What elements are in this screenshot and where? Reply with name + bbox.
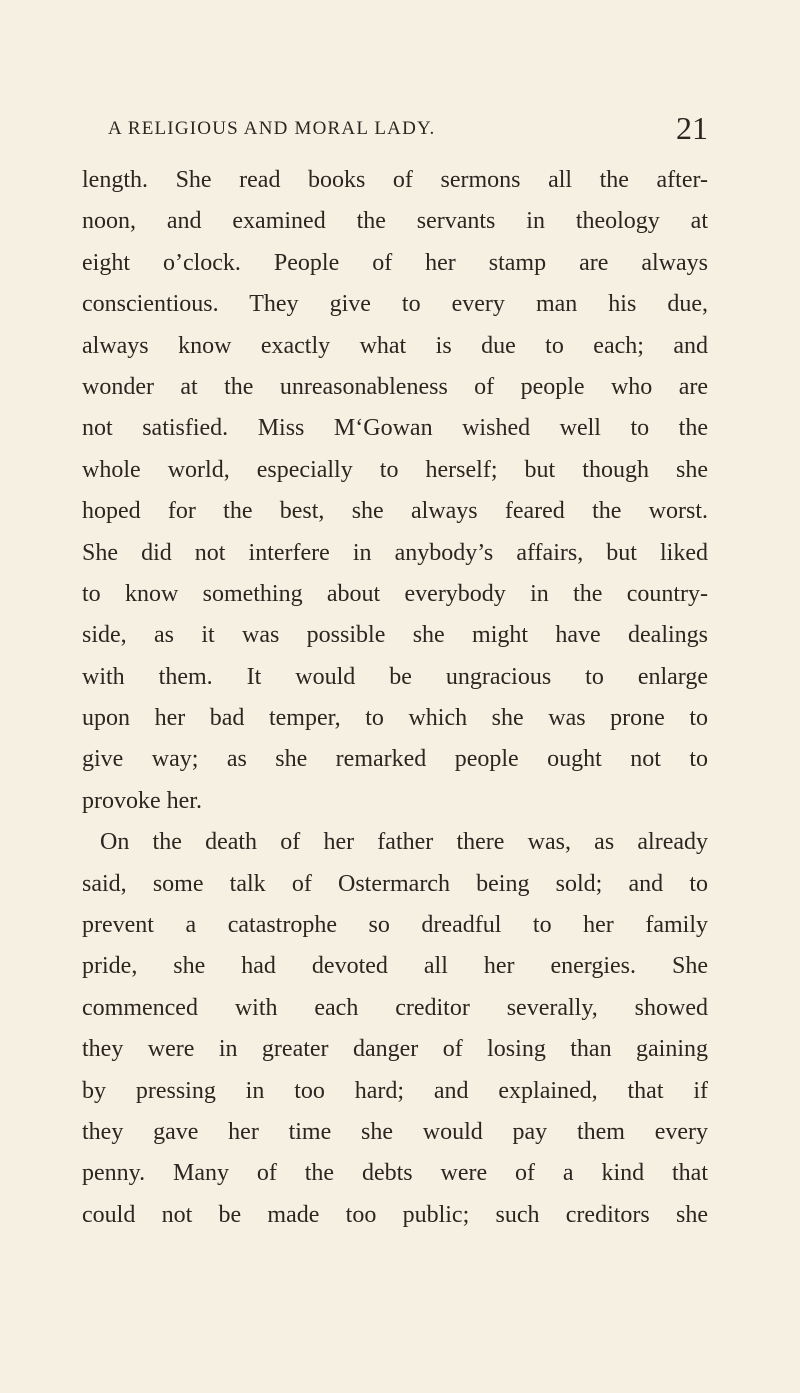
page-number: 21 bbox=[676, 110, 708, 146]
text-line: whole world, especially to herself; but though she bbox=[82, 456, 708, 483]
text-line: to know something about everybody in the country- bbox=[82, 580, 708, 607]
text-line: with them. It would be ungracious to enlarge bbox=[82, 663, 708, 690]
text-line: She did not interfere in anybody’s affairs, but liked bbox=[82, 539, 708, 566]
body-text bbox=[82, 160, 708, 1236]
text-line: by pressing in too hard; and explained, that if bbox=[82, 1077, 708, 1104]
text-line: could not be made too public; such creditors she bbox=[82, 1201, 708, 1228]
text-line: penny. Many of the debts were of a kind that bbox=[82, 1160, 708, 1187]
text-line: wonder at the unreasonableness of people who are bbox=[82, 373, 708, 400]
text-line: they were in greater danger of losing than gaining bbox=[82, 1036, 708, 1063]
text-line: said, some talk of Ostermarch being sold; and to bbox=[82, 870, 708, 897]
text-line: upon her bad temper, to which she was prone to bbox=[82, 705, 708, 732]
text-line: they gave her time she would pay them every bbox=[82, 1118, 708, 1145]
text-line: hoped for the best, she always feared the worst. bbox=[82, 498, 708, 525]
text-line: eight o’clock. People of her stamp are always bbox=[82, 249, 708, 276]
text-line: provoke her. bbox=[82, 787, 202, 814]
text-line: pride, she had devoted all her energies. She bbox=[82, 953, 708, 980]
text-line: On the death of her father there was, as already bbox=[100, 829, 708, 856]
text-line: side, as it was possible she might have dealings bbox=[82, 622, 708, 649]
text-line: give way; as she remarked people ought not to bbox=[82, 746, 708, 773]
text-line: always know exactly what is due to each; and bbox=[82, 332, 708, 359]
text-line: length. She read books of sermons all the after- bbox=[82, 167, 708, 193]
text-line: noon, and examined the servants in theology at bbox=[82, 208, 708, 235]
text-line: prevent a catastrophe so dreadful to her family bbox=[82, 912, 708, 939]
text-line: conscientious. They give to every man his due, bbox=[82, 291, 708, 318]
running-head: A RELIGIOUS AND MORAL LADY. bbox=[108, 118, 436, 139]
page-header bbox=[108, 110, 708, 146]
text-line: not satisfied. Miss M‘Gowan wished well to the bbox=[82, 415, 708, 442]
text-line: commenced with each creditor severally, showed bbox=[82, 994, 708, 1021]
